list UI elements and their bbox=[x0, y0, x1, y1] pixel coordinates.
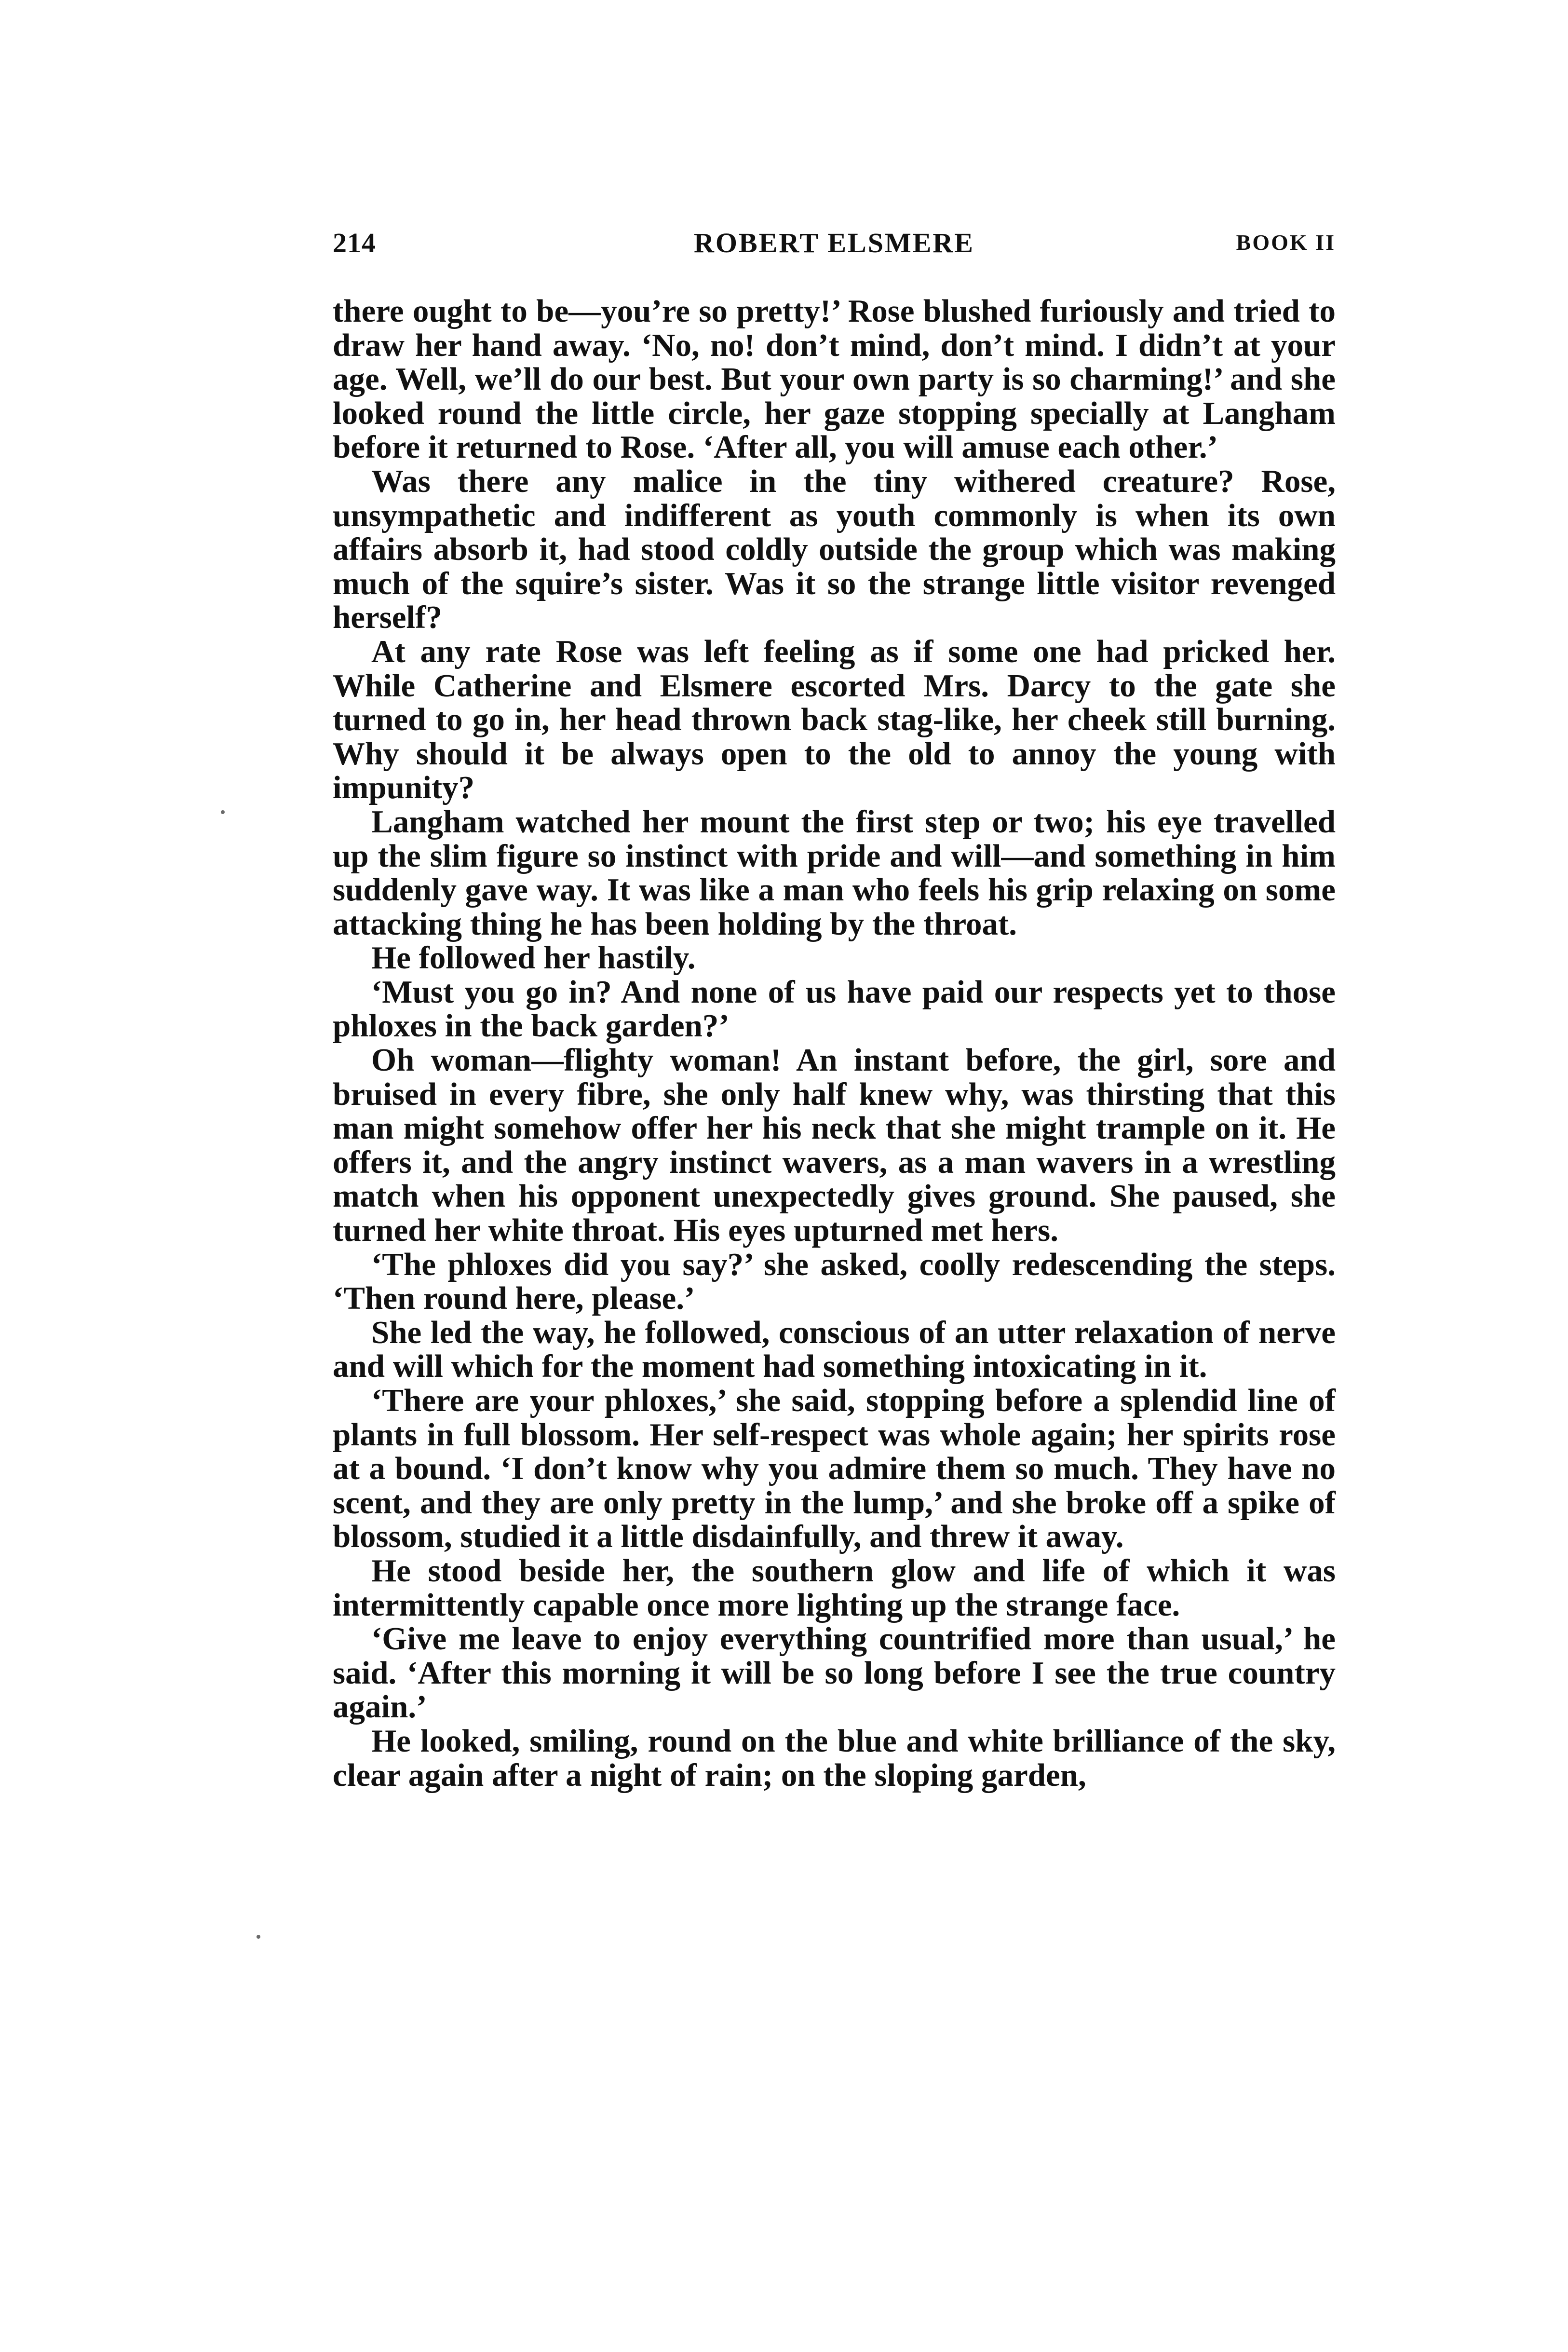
scan-speck bbox=[221, 810, 225, 814]
book-title: ROBERT ELSMERE bbox=[694, 227, 974, 258]
paragraph: Langham watched her mount the first step or two; his eye travelled up the slim figure so instinct with pride and will—and something in him suddenly gave way. It was like a man who feels his grip relaxing on some attacking thing he has been holding by the throat. bbox=[333, 803, 1336, 942]
paragraph: there ought to be—you’re so pretty!’ Rose blushed furiously and tried to draw her hand away. ‘No, no! don’t mind, don’t mind. I didn’t at your age. Well, we’ll do our best. But your own party is so charming!’ and she looked round the little circle, her gaze stopping specially at Langham before it returned to Rose. ‘After all, you will amuse each other.’ bbox=[333, 293, 1336, 465]
page-number: 214 bbox=[333, 227, 376, 258]
paragraph: She led the way, he followed, conscious of an utter relaxation of nerve and will which for the moment had something intoxicating in it. bbox=[333, 1314, 1336, 1385]
paragraph: He stood beside her, the southern glow and life of which it was intermittently capable once more lighting up the strange face. bbox=[333, 1552, 1336, 1623]
paragraph: ‘Give me leave to enjoy everything countrified more than usual,’ he said. ‘After this morning it will be so long before I see the true country again.’ bbox=[333, 1621, 1336, 1725]
paragraph: He looked, smiling, round on the blue and white brilliance of the sky, clear again after a night of rain; on the sloping garden, bbox=[333, 1723, 1336, 1793]
paragraph: Was there any malice in the tiny withered creature? Rose, unsympathetic and indifferent as youth commonly is when its own affairs absorb it, had stood coldly outside the group which was making much of the squire’s sister. Was it so the strange little visitor revenged herself? bbox=[333, 463, 1336, 636]
paragraph: ‘Must you go in? And none of us have paid our respects yet to those phloxes in the back garden?’ bbox=[333, 974, 1336, 1044]
scan-speck bbox=[257, 1935, 260, 1939]
paragraph: Oh woman—flighty woman! An instant before, the girl, sore and bruised in every fibre, she only half knew why, was thirsting that this man might somehow offer her his neck that she might trample on it. He offers it, and the angry instinct wavers, as a man wavers in a wrestling match when his opponent unexpectedly gives ground. She paused, she turned her white throat. His eyes upturned met hers. bbox=[333, 1042, 1336, 1249]
paragraph: ‘The phloxes did you say?’ she asked, coolly redescending the steps. ‘Then round here, please.’ bbox=[333, 1246, 1336, 1317]
paragraph: ‘There are your phloxes,’ she said, stopping before a splendid line of plants in full blossom. Her self-respect was whole again; her spirits rose at a bound. ‘I don’t know why you admire them so much. They have no scent, and they are only pretty in the lump,’ and she broke off a spike of blossom, studied it a little disdainfully, and threw it away. bbox=[333, 1383, 1336, 1555]
paragraph: He followed her hastily. bbox=[371, 940, 696, 976]
running-head bbox=[333, 227, 1336, 265]
section-label: BOOK II bbox=[1236, 230, 1336, 255]
body-text bbox=[333, 294, 1336, 1792]
paragraph: At any rate Rose was left feeling as if some one had pricked her. While Catherine and Elsmere escorted Mrs. Darcy to the gate she turned to go in, her head thrown back stag-like, her cheek still burning. Why should it be always open to the old to annoy the young with impunity? bbox=[333, 633, 1336, 806]
